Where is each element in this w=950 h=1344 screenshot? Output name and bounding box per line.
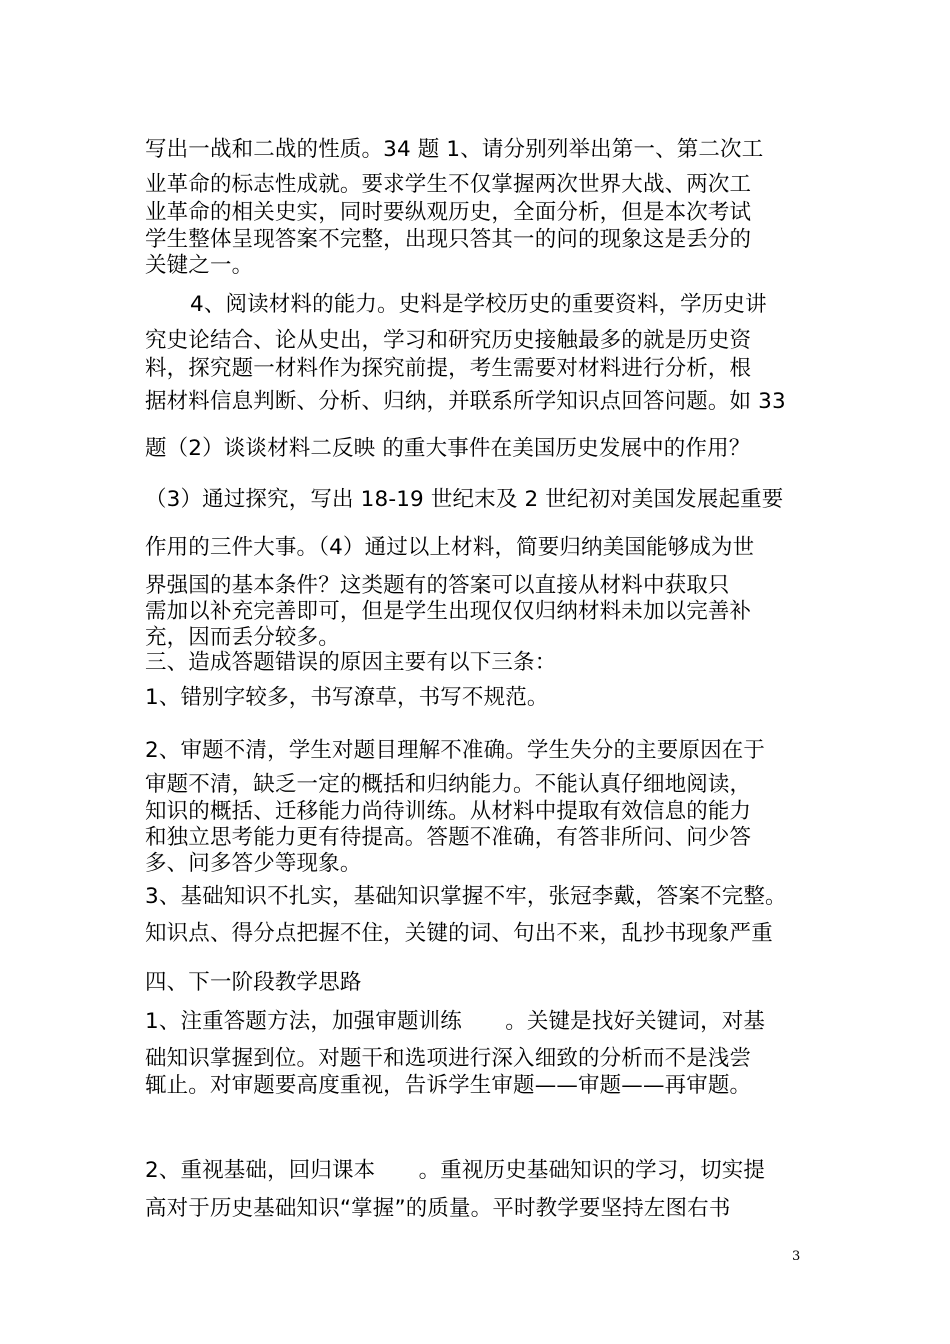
list-item: 1、注重答题方法，加强审题训练 。关键是找好关键词，对基 xyxy=(145,1009,766,1034)
paragraph-line: 业革命的标志性成就。要求学生不仅掌握两次世界大战、两次工 xyxy=(145,172,752,197)
paragraph-line: 审题不清，缺乏一定的概括和归纳能力。不能认真仔细地阅读， xyxy=(145,772,752,797)
section-heading: 四、下一阶段教学思路 xyxy=(145,970,362,995)
list-item: 2、审题不清，学生对题目理解不准确。学生失分的主要原因在于 xyxy=(145,738,766,763)
paragraph-line: 料，探究题一材料作为探究前提，考生需要对材料进行分析，根 xyxy=(145,356,752,381)
paragraph-line: 业革命的相关史实，同时要纵观历史，全面分析，但是本次考试 xyxy=(145,200,752,225)
paragraph-line: 写出一战和二战的性质。34 题 1、请分别列举出第一、第二次工 xyxy=(145,137,764,162)
paragraph-line: 需加以补充完善即可，但是学生出现仅仅归纳材料未加以完善补 xyxy=(145,599,752,624)
paragraph-line: 高对于历史基础知识“掌握”的质量。平时教学要坚持左图右书 xyxy=(145,1196,731,1221)
paragraph-line: 充，因而丢分较多。 xyxy=(145,625,340,650)
paragraph-line: 学生整体呈现答案不完整，出现只答其一的问的现象这是丢分的 xyxy=(145,227,752,252)
paragraph-line: 知识点、得分点把握不住，关键的词、句出不来，乱抄书现象严重 xyxy=(145,921,773,946)
paragraph-line: 辄止。对审题要高度重视，告诉学生审题——审题——再审题。 xyxy=(145,1073,752,1098)
paragraph-line: 4、阅读材料的能力。史料是学校历史的重要资料，学历史讲 xyxy=(190,292,767,317)
list-item: 2、重视基础，回归课本 。重视历史基础知识的学习，切实提 xyxy=(145,1158,766,1183)
paragraph-line: （3）通过探究，写出 18-19 世纪末及 2 世纪初对美国发展起重要 xyxy=(145,487,784,512)
paragraph-line: 界强国的基本条件？这类题有的答案可以直接从材料中获取只 xyxy=(145,573,730,598)
paragraph-line: 知识的概括、迁移能力尚待训练。从材料中提取有效信息的能力 xyxy=(145,799,752,824)
paragraph-line: 题（2）谈谈材料二反映 的重大事件在美国历史发展中的作用？ xyxy=(145,436,751,461)
paragraph-line: 据材料信息判断、分析、归纳，并联系所学知识点回答问题。如 33 xyxy=(145,389,786,414)
paragraph-line: 关键之一。 xyxy=(145,253,254,278)
list-item: 1、错别字较多，书写潦草，书写不规范。 xyxy=(145,685,549,710)
paragraph-line: 和独立思考能力更有待提高。答题不准确，有答非所问、问少答 xyxy=(145,825,752,850)
paragraph-line: 究史论结合、论从史出，学习和研究历史接触最多的就是历史资 xyxy=(145,328,752,353)
paragraph-line: 多、问多答少等现象。 xyxy=(145,851,362,876)
paragraph-line: 作用的三件大事。（4）通过以上材料，简要归纳美国能够成为世 xyxy=(145,535,755,560)
paragraph-line: 础知识掌握到位。对题干和选项进行深入细致的分析而不是浅尝 xyxy=(145,1046,752,1071)
section-heading: 三、造成答题错误的原因主要有以下三条： xyxy=(145,650,557,675)
list-item: 3、基础知识不扎实，基础知识掌握不牢，张冠李戴，答案不完整。 xyxy=(145,884,787,909)
page-number: 3 xyxy=(792,1249,801,1264)
